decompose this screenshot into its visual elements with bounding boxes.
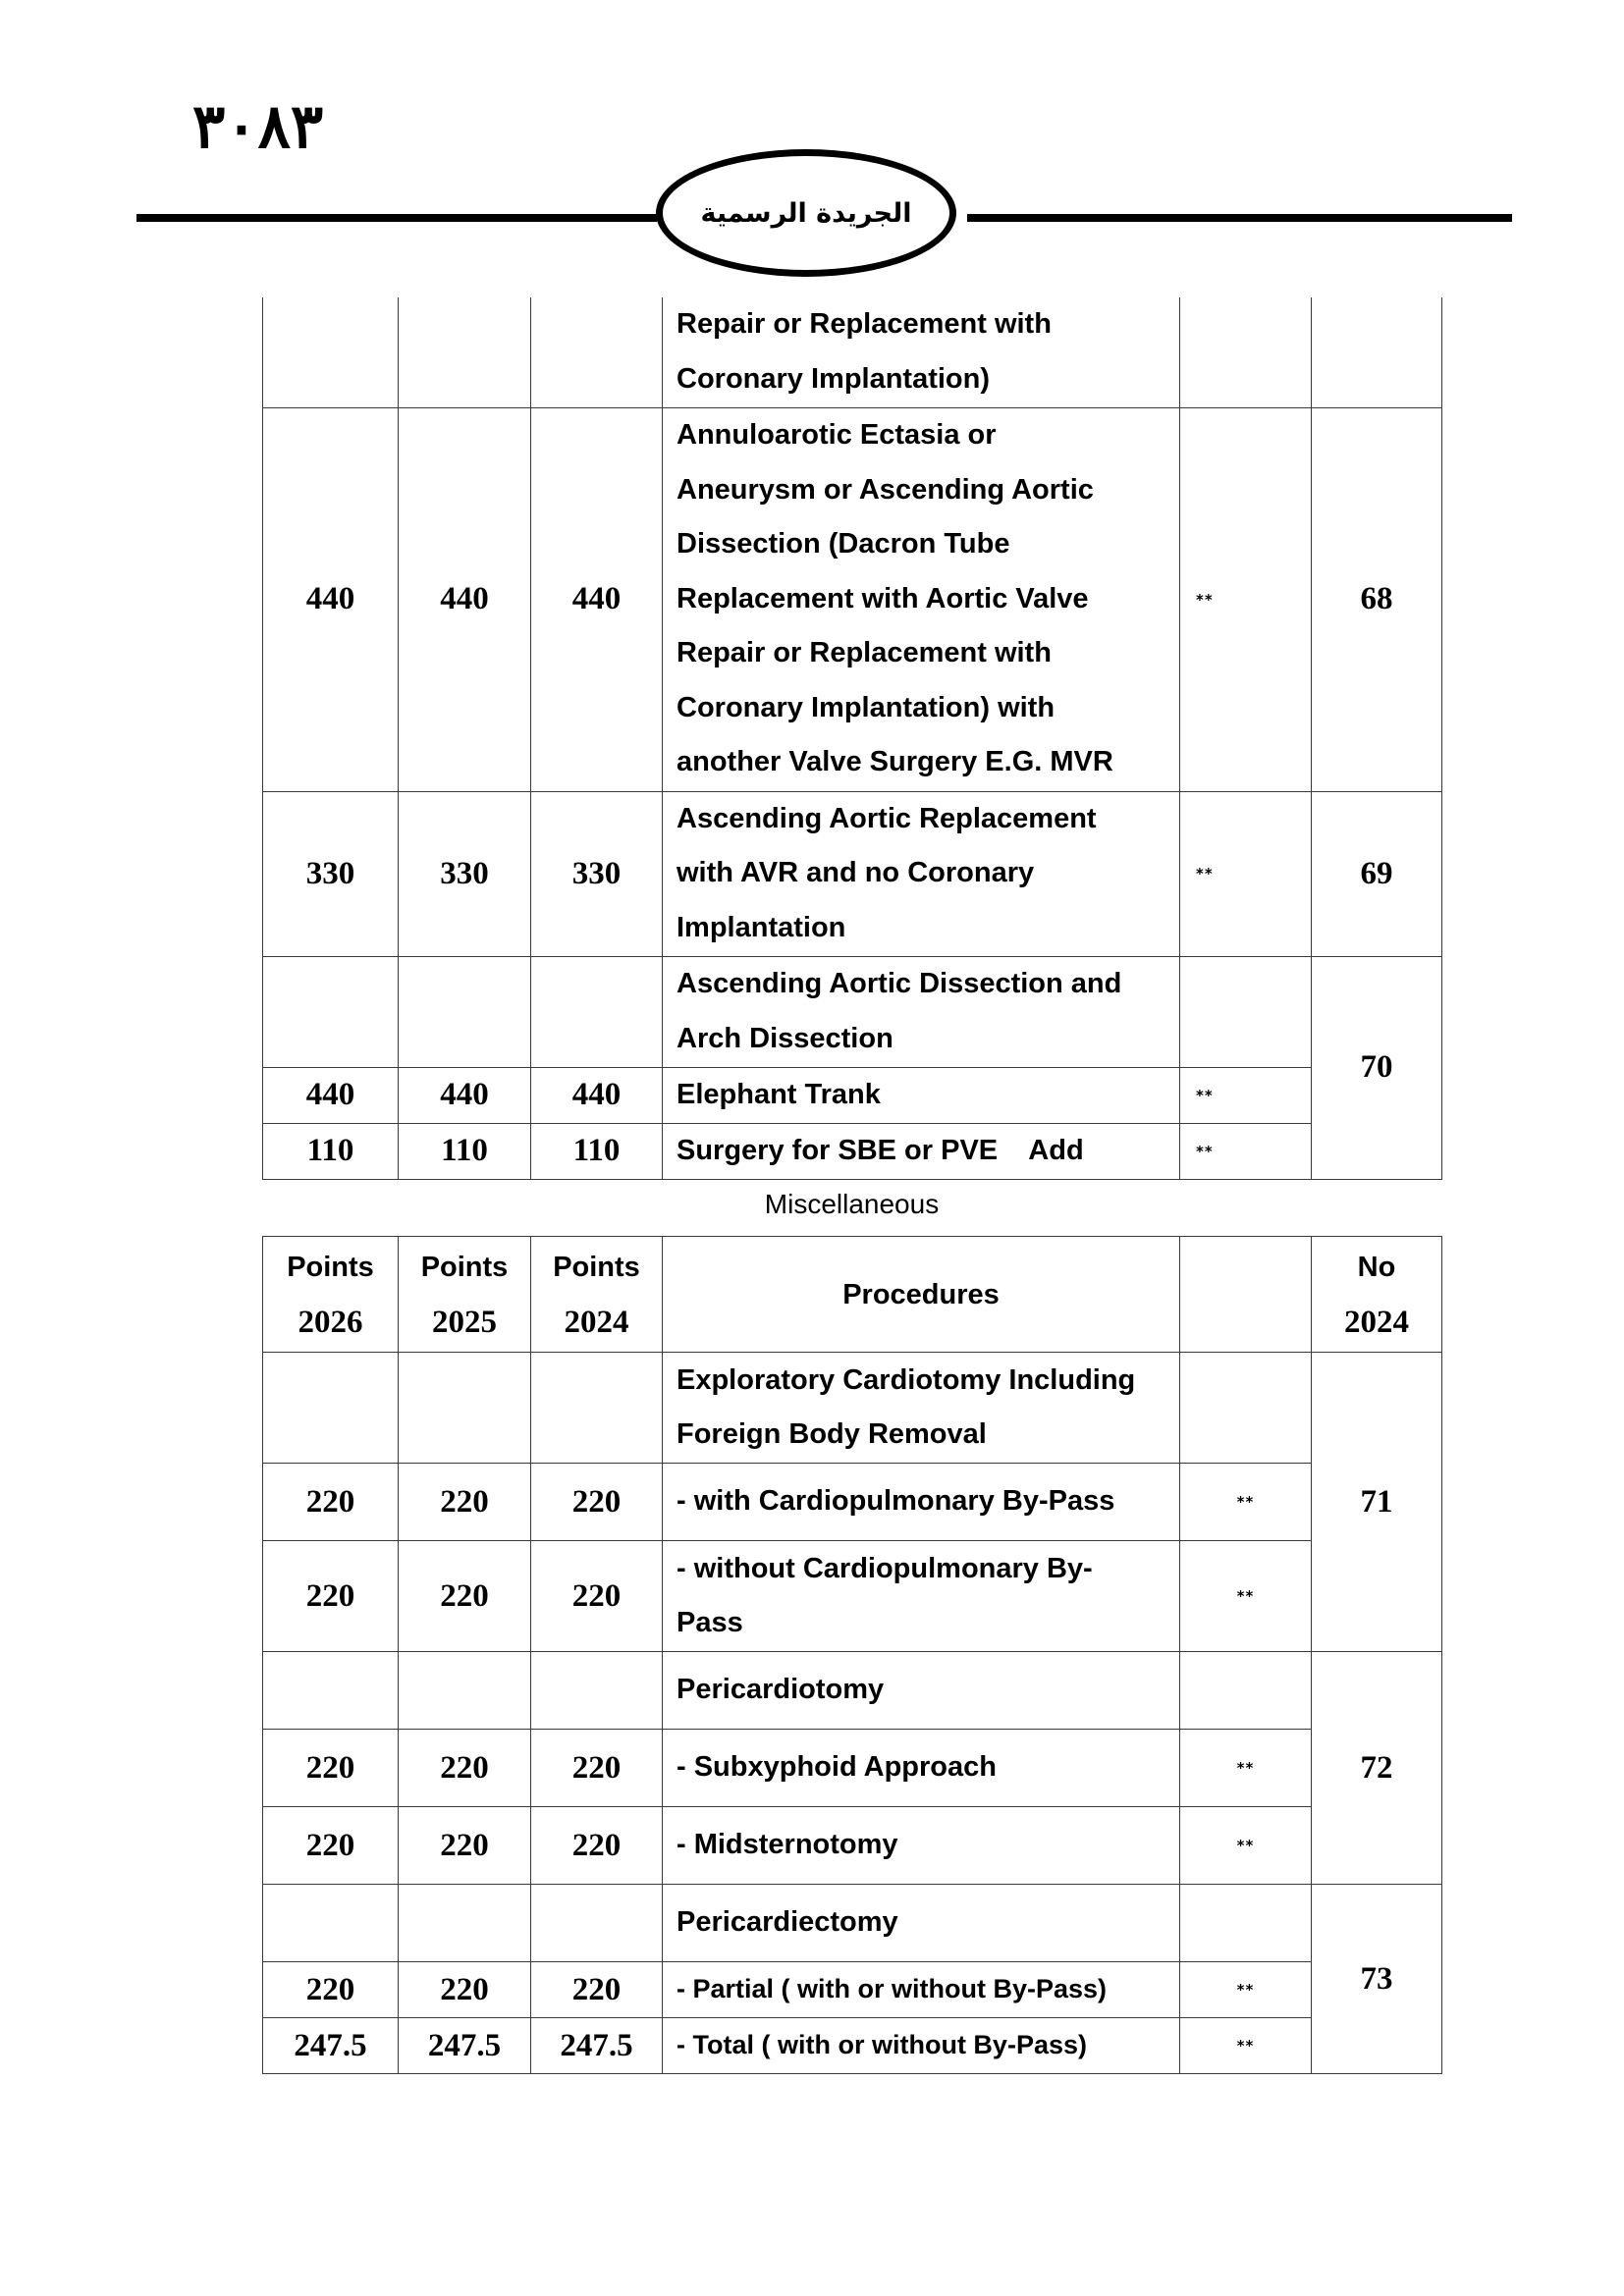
procedure-line: Repair or Replacement with bbox=[677, 637, 1052, 669]
points-2024-cell: 440 bbox=[531, 407, 663, 791]
points-2024-cell bbox=[531, 956, 663, 1067]
procedure-line: with AVR and no Coronary bbox=[677, 857, 1035, 889]
table-header-row bbox=[263, 1237, 1442, 1353]
table-row bbox=[263, 1962, 1442, 2018]
points-2024-cell: 440 bbox=[531, 1067, 663, 1123]
procedure-cell bbox=[663, 1730, 1180, 1807]
table-row bbox=[263, 1067, 1442, 1123]
procedure-line: Coronary Implantation) with bbox=[677, 691, 1056, 723]
header-no bbox=[1312, 1237, 1442, 1353]
procedure-line: - Partial ( with or without By-Pass) bbox=[677, 1974, 1108, 2004]
procedure-line: Coronary Implantation) bbox=[677, 362, 991, 395]
header-points-2025 bbox=[399, 1237, 531, 1353]
table-row bbox=[263, 1353, 1442, 1464]
table-row bbox=[263, 1464, 1442, 1541]
mark-cell bbox=[1180, 1885, 1312, 1962]
procedure-cell bbox=[663, 1807, 1180, 1885]
mark-cell: ** bbox=[1180, 1541, 1312, 1652]
procedure-cell bbox=[663, 1353, 1180, 1464]
procedure-line: - Midsternotomy bbox=[677, 1829, 898, 1861]
procedure-line: Annuloarotic Ectasia or bbox=[677, 419, 997, 452]
points-2025-cell: 220 bbox=[399, 1962, 531, 2018]
mark-cell: ** bbox=[1180, 1123, 1312, 1179]
code-cell: 71 bbox=[1312, 1353, 1442, 1652]
points-2026-cell: 220 bbox=[263, 1464, 399, 1541]
points-2025-cell bbox=[399, 297, 531, 407]
points-2026-cell: 247.5 bbox=[263, 2018, 399, 2074]
table-row bbox=[263, 2018, 1442, 2074]
mark-cell bbox=[1180, 956, 1312, 1067]
points-2025-cell: 220 bbox=[399, 1464, 531, 1541]
procedure-line: - without Cardiopulmonary By- bbox=[677, 1552, 1093, 1584]
procedure-cell bbox=[663, 1464, 1180, 1541]
header-year: 2026 bbox=[298, 1304, 363, 1340]
points-2025-cell: 440 bbox=[399, 407, 531, 791]
procedure-line: Pericardiectomy bbox=[677, 1906, 898, 1939]
header-year: 2025 bbox=[432, 1304, 497, 1340]
procedure-line: Elephant Trank bbox=[677, 1078, 881, 1110]
procedure-line: - Total ( with or without By-Pass) bbox=[677, 2030, 1087, 2060]
table-row bbox=[263, 791, 1442, 956]
procedure-cell bbox=[663, 1067, 1180, 1123]
points-2026-cell bbox=[263, 1885, 399, 1962]
table-row bbox=[263, 1652, 1442, 1730]
header-points-2024 bbox=[531, 1237, 663, 1353]
procedure-cell bbox=[663, 407, 1180, 791]
procedure-cell bbox=[663, 1885, 1180, 1962]
mark-cell: ** bbox=[1180, 1807, 1312, 1885]
procedure-line: Pass bbox=[677, 1607, 743, 1638]
mark-cell: ** bbox=[1180, 1067, 1312, 1123]
points-2024-cell bbox=[531, 1353, 663, 1464]
mark-cell: ** bbox=[1180, 1962, 1312, 2018]
header-rule-right bbox=[967, 214, 1512, 222]
points-2024-cell: 220 bbox=[531, 1541, 663, 1652]
table-row bbox=[263, 1123, 1442, 1179]
table-row bbox=[263, 1541, 1442, 1652]
points-2025-cell bbox=[399, 1885, 531, 1962]
header-label: No bbox=[1357, 1251, 1396, 1283]
points-2024-cell: 220 bbox=[531, 1962, 663, 2018]
procedure-cell bbox=[663, 1123, 1180, 1179]
table-row bbox=[263, 1885, 1442, 1962]
header-label: Procedures bbox=[842, 1278, 1000, 1310]
points-2026-cell bbox=[263, 1353, 399, 1464]
points-2026-cell: 110 bbox=[263, 1123, 399, 1179]
procedure-line: Repair or Replacement with bbox=[677, 308, 1052, 341]
code-cell: 72 bbox=[1312, 1652, 1442, 1885]
points-2025-cell: 110 bbox=[399, 1123, 531, 1179]
points-2024-cell bbox=[531, 1652, 663, 1730]
code-cell: 68 bbox=[1312, 407, 1442, 791]
procedure-line: Arch Dissection bbox=[677, 1022, 893, 1054]
mark-cell: ** bbox=[1180, 1730, 1312, 1807]
mark-cell: ** bbox=[1180, 791, 1312, 956]
points-2026-cell: 220 bbox=[263, 1730, 399, 1807]
masthead-oval bbox=[656, 149, 956, 277]
header-year: 2024 bbox=[1344, 1304, 1409, 1340]
table-row bbox=[263, 956, 1442, 1067]
code-cell: 70 bbox=[1312, 956, 1442, 1179]
continued-procedures-table bbox=[262, 297, 1442, 1180]
procedure-line: Exploratory Cardiotomy Including bbox=[677, 1363, 1136, 1396]
procedure-cell bbox=[663, 791, 1180, 956]
mark-cell bbox=[1180, 297, 1312, 407]
procedure-line: - with Cardiopulmonary By-Pass bbox=[677, 1485, 1115, 1518]
points-2026-cell bbox=[263, 297, 399, 407]
procedure-cell bbox=[663, 1962, 1180, 2018]
points-2026-cell: 220 bbox=[263, 1807, 399, 1885]
procedure-line: another Valve Surgery E.G. MVR bbox=[677, 746, 1113, 778]
procedure-line: Pericardiotomy bbox=[677, 1674, 885, 1706]
header-year: 2024 bbox=[564, 1304, 629, 1340]
procedure-line: Dissection (Dacron Tube bbox=[677, 528, 1010, 561]
mark-cell: ** bbox=[1180, 1464, 1312, 1541]
points-2025-cell: 220 bbox=[399, 1541, 531, 1652]
points-2024-cell: 220 bbox=[531, 1464, 663, 1541]
points-2024-cell: 220 bbox=[531, 1730, 663, 1807]
procedure-cell bbox=[663, 2018, 1180, 2074]
points-2024-cell: 110 bbox=[531, 1123, 663, 1179]
procedure-cell bbox=[663, 1652, 1180, 1730]
miscellaneous-procedures-table bbox=[262, 1236, 1442, 2074]
mark-cell bbox=[1180, 1353, 1312, 1464]
header-procedures bbox=[663, 1237, 1180, 1353]
procedure-line: Surgery for SBE or PVE Add bbox=[677, 1134, 1084, 1166]
page-number: ٣٠٨٣ bbox=[192, 90, 324, 162]
procedure-line: Foreign Body Removal bbox=[677, 1418, 987, 1450]
header-label: Points bbox=[287, 1251, 374, 1283]
points-2025-cell bbox=[399, 1652, 531, 1730]
procedure-line: Ascending Aortic Replacement bbox=[677, 802, 1097, 834]
points-2026-cell bbox=[263, 956, 399, 1067]
procedure-line: Ascending Aortic Dissection and bbox=[677, 968, 1122, 999]
procedure-line: Replacement with Aortic Valve bbox=[677, 582, 1089, 614]
code-cell: 69 bbox=[1312, 791, 1442, 956]
points-2026-cell: 220 bbox=[263, 1541, 399, 1652]
points-2026-cell: 440 bbox=[263, 407, 399, 791]
procedure-line: Aneurysm or Ascending Aortic bbox=[677, 473, 1094, 506]
points-2026-cell bbox=[263, 1652, 399, 1730]
header-points-2026 bbox=[263, 1237, 399, 1353]
section-title: Miscellaneous bbox=[764, 1189, 940, 1219]
header-label: Points bbox=[420, 1251, 509, 1283]
procedure-cell bbox=[663, 956, 1180, 1067]
points-2025-cell: 220 bbox=[399, 1730, 531, 1807]
points-2025-cell: 440 bbox=[399, 1067, 531, 1123]
points-2026-cell: 330 bbox=[263, 791, 399, 956]
mark-cell: ** bbox=[1180, 407, 1312, 791]
mark-cell bbox=[1180, 1652, 1312, 1730]
masthead-title: الجريدة الرسمية bbox=[700, 197, 912, 229]
code-cell bbox=[1312, 297, 1442, 407]
points-2025-cell bbox=[399, 1353, 531, 1464]
procedure-line: Implantation bbox=[677, 911, 846, 943]
header-rule-left bbox=[136, 214, 657, 222]
points-2024-cell: 330 bbox=[531, 791, 663, 956]
header-mark bbox=[1180, 1237, 1312, 1353]
points-2026-cell: 440 bbox=[263, 1067, 399, 1123]
table-row bbox=[263, 407, 1442, 791]
table-row bbox=[263, 297, 1442, 407]
points-2024-cell: 247.5 bbox=[531, 2018, 663, 2074]
table-row bbox=[263, 1730, 1442, 1807]
table-row bbox=[263, 1807, 1442, 1885]
points-2025-cell: 220 bbox=[399, 1807, 531, 1885]
code-cell: 73 bbox=[1312, 1885, 1442, 2074]
header-label: Points bbox=[553, 1251, 640, 1283]
procedure-cell bbox=[663, 297, 1180, 407]
mark-cell: ** bbox=[1180, 2018, 1312, 2074]
points-2025-cell bbox=[399, 956, 531, 1067]
points-2024-cell: 220 bbox=[531, 1807, 663, 1885]
points-2025-cell: 247.5 bbox=[399, 2018, 531, 2074]
procedure-line: - Subxyphoid Approach bbox=[677, 1751, 997, 1784]
points-2026-cell: 220 bbox=[263, 1962, 399, 2018]
procedure-cell bbox=[663, 1541, 1180, 1652]
points-2024-cell bbox=[531, 297, 663, 407]
points-2025-cell: 330 bbox=[399, 791, 531, 956]
points-2024-cell bbox=[531, 1885, 663, 1962]
